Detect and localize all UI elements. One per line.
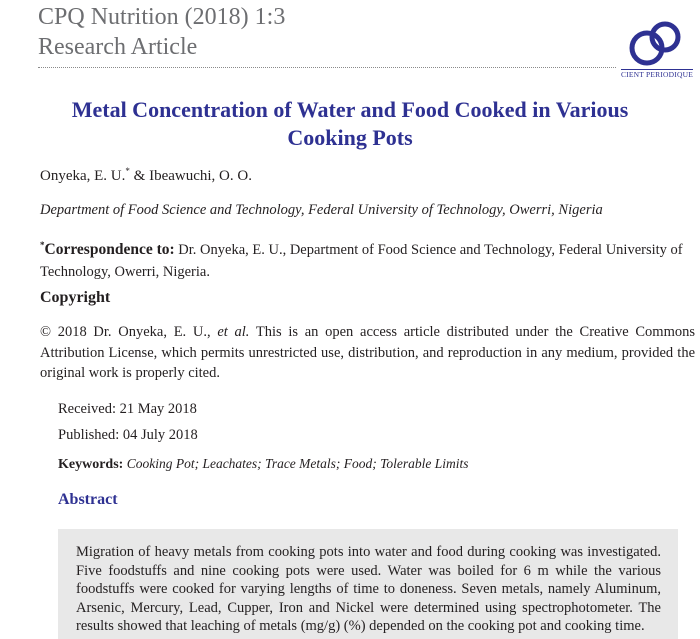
copyright-etal: et al.: [217, 324, 250, 340]
copyright-heading: Copyright: [40, 289, 111, 306]
published-date: Published: 04 July 2018: [58, 427, 198, 443]
publisher-logo-text: CIENT PERIODIQUE: [620, 70, 693, 79]
author-first: Onyeka, E. U.: [40, 168, 126, 184]
journal-citation: CPQ Nutrition (2018) 1:3: [38, 4, 286, 30]
abstract-heading: Abstract: [58, 491, 118, 508]
publisher-logo: [617, 18, 697, 86]
journal-header: [38, 2, 285, 62]
article-type: Research Article: [38, 34, 198, 60]
keywords-list: Cooking Pot; Leachates; Trace Metals; Food; Tolerable Limits: [123, 456, 469, 471]
abstract-text: Migration of heavy metals from cooking pots into water and food during cooking was investigated. Five foodstuffs and nine cooking pots were used. Water was boiled for 6 m while the various foodstuffs were cooked for varying lengths of time to doneness. Seven metals, namely Aluminum, Arsenic, Mercury, Lead, Cupper, Iron and Nickel were determined using spectrophotometer. The results showed that leaching of metals (mg/g) (%) depended on the cooking pot and cooking time.: [76, 544, 661, 634]
article-dates: [58, 396, 198, 448]
publisher-logo-icon: [625, 18, 687, 68]
correspondence-text: Dr. Onyeka, E. U., Department of Food Science and Technology, Federal University of Technology, Owerri, Nigeria.: [40, 241, 683, 280]
received-date: Received: 21 May 2018: [58, 401, 197, 417]
keywords: [58, 456, 469, 473]
copyright-text: [40, 322, 695, 384]
header-divider: [38, 67, 616, 68]
abstract-box: [58, 529, 678, 639]
correspondence-label: Correspondence to:: [44, 240, 175, 258]
affiliation: Department of Food Science and Technology, Federal University of Technology, Owerri, Nigeria: [40, 202, 603, 218]
copyright-body: This is an open access article distributed under the Creative Commons Attribution License, which permits unrestricted use, distribution, and reproduction in any medium, provided the original work is properly cited.: [40, 324, 695, 381]
correspondence-mark: *: [40, 240, 45, 250]
author-rest: & Ibeawuchi, O. O.: [129, 168, 252, 184]
article-title: Metal Concentration of Water and Food Cooked in Various Cooking Pots: [71, 97, 629, 150]
copyright-prefix: © 2018 Dr. Onyeka, E. U.,: [40, 324, 218, 340]
correspondence: [40, 234, 698, 283]
authors-line: [40, 166, 252, 185]
keywords-label: Keywords:: [58, 457, 124, 472]
corresponding-mark: *: [125, 166, 130, 176]
